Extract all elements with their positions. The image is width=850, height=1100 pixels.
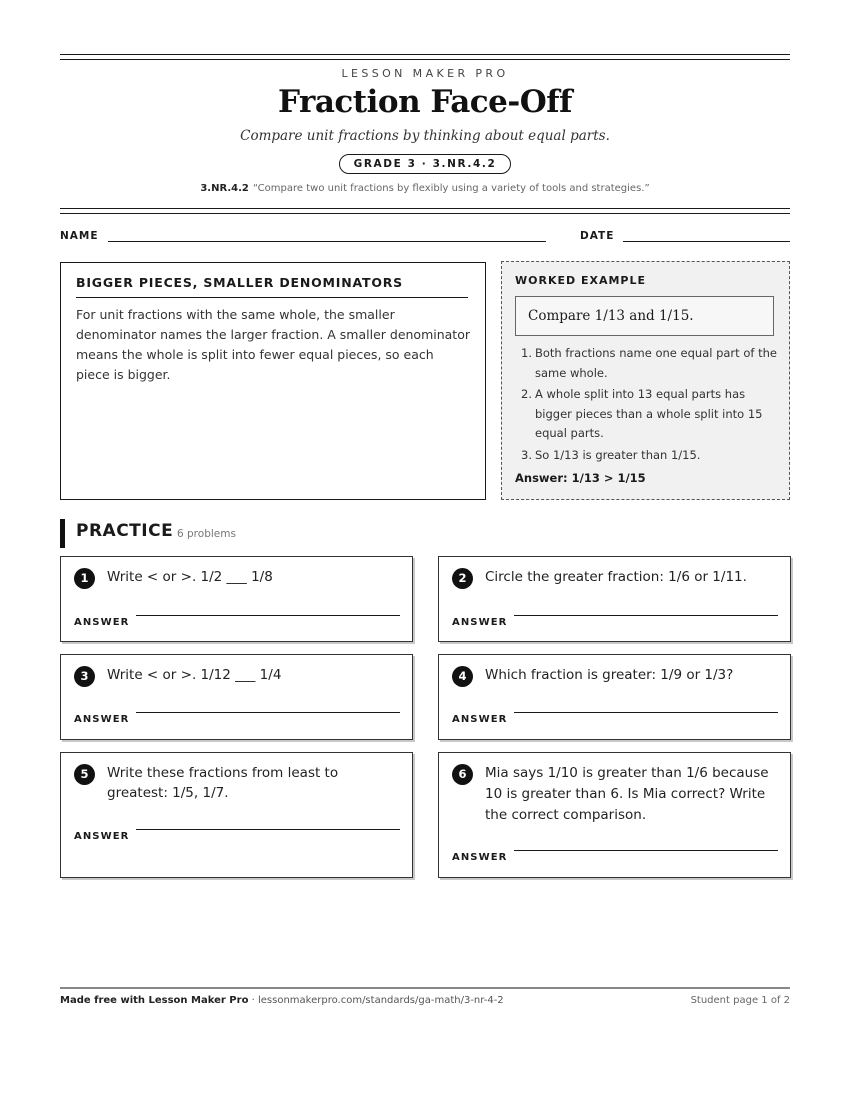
answer-label: ANSWER [452, 617, 508, 628]
grade-badge: GRADE 3 · 3.NR.4.2 [339, 154, 512, 174]
practice-accent-bar [60, 519, 65, 548]
worked-example-box [501, 261, 790, 500]
answer-field[interactable] [136, 829, 400, 830]
header-divider [60, 208, 790, 214]
brand-name: LESSON MAKER PRO [341, 67, 509, 80]
problem-text: Write these fractions from least to greatest: 1/5, 1/7. [107, 765, 339, 801]
answer-field[interactable] [514, 850, 778, 851]
problem-card-4 [438, 654, 791, 740]
worked-example-steps [515, 344, 780, 467]
answer-label: ANSWER [452, 714, 508, 725]
worksheet-title: Fraction Face-Off [278, 84, 572, 120]
worked-example-answer: Answer: 1/13 > 1/15 [515, 471, 646, 485]
problem-number-badge: 5 [74, 764, 95, 785]
problem-card-1 [60, 556, 413, 642]
answer-label: ANSWER [452, 852, 508, 863]
problem-number-badge: 3 [74, 666, 95, 687]
problem-number-badge: 6 [452, 764, 473, 785]
problem-text: Circle the greater fraction: 1/6 or 1/11. [485, 569, 747, 585]
problem-text: Which fraction is greater: 1/9 or 1/3? [485, 667, 734, 683]
concept-body: For unit fractions with the same whole, the smaller denominator names the larger fraction. A smaller denominator means the whole is split into fewer equal pieces, so each piece is bigger. [76, 307, 471, 382]
footer-divider [60, 987, 790, 989]
worked-example-heading: WORKED EXAMPLE [515, 274, 646, 287]
worked-example-step: 1. Both fractions name one equal part of the same whole. [521, 346, 777, 380]
answer-field[interactable] [514, 615, 778, 616]
problem-text: Write < or >. 1/12 ___ 1/4 [107, 667, 282, 683]
concept-heading: BIGGER PIECES, SMALLER DENOMINATORS [76, 275, 468, 298]
worksheet-subtitle: Compare unit fractions by thinking about equal parts. [240, 128, 610, 144]
answer-field[interactable] [136, 712, 400, 713]
name-date-row [60, 230, 790, 244]
top-divider [60, 54, 790, 60]
footer-made-with: Made free with Lesson Maker Pro [60, 995, 249, 1006]
standard-line [60, 183, 790, 194]
answer-label: ANSWER [74, 714, 130, 725]
answer-label: ANSWER [74, 831, 130, 842]
answer-field[interactable] [136, 615, 400, 616]
date-field[interactable] [623, 241, 790, 242]
name-field[interactable] [108, 241, 546, 242]
problem-number-badge: 2 [452, 568, 473, 589]
footer-url[interactable]: · lessonmakerpro.com/standards/ga-math/3-nr-4-2 [248, 995, 504, 1006]
standard-text: “Compare two unit fractions by flexibly using a variety of tools and strategies.” [252, 183, 650, 194]
footer-credit [60, 995, 504, 1006]
problem-card-2 [438, 556, 791, 642]
problem-text: Mia says 1/10 is greater than 1/6 because 10 is greater than 6. Is Mia correct? Write the correct comparison. [485, 765, 769, 823]
standard-code: 3.NR.4.2 [200, 183, 249, 194]
name-label: NAME [60, 230, 99, 242]
problem-number-badge: 4 [452, 666, 473, 687]
footer-page-number: Student page 1 of 2 [690, 995, 790, 1006]
problem-card-3 [60, 654, 413, 740]
problem-number-badge: 1 [74, 568, 95, 589]
concept-box [60, 262, 486, 500]
answer-label: ANSWER [74, 617, 130, 628]
worked-example-problem: Compare 1/13 and 1/15. [515, 296, 774, 336]
problem-card-6 [438, 752, 791, 878]
problem-card-5 [60, 752, 413, 878]
problem-text: Write < or >. 1/2 ___ 1/8 [107, 569, 273, 585]
answer-field[interactable] [514, 712, 778, 713]
worked-example-step: 2. A whole split into 13 equal parts has bigger pieces than a whole split into 15 equal parts. [521, 387, 763, 440]
worksheet-page [60, 0, 790, 1100]
practice-heading: PRACTICE [76, 521, 174, 541]
practice-count: 6 problems [177, 528, 236, 540]
worked-example-step: 3. So 1/13 is greater than 1/15. [521, 447, 701, 462]
date-label: DATE [580, 230, 615, 242]
